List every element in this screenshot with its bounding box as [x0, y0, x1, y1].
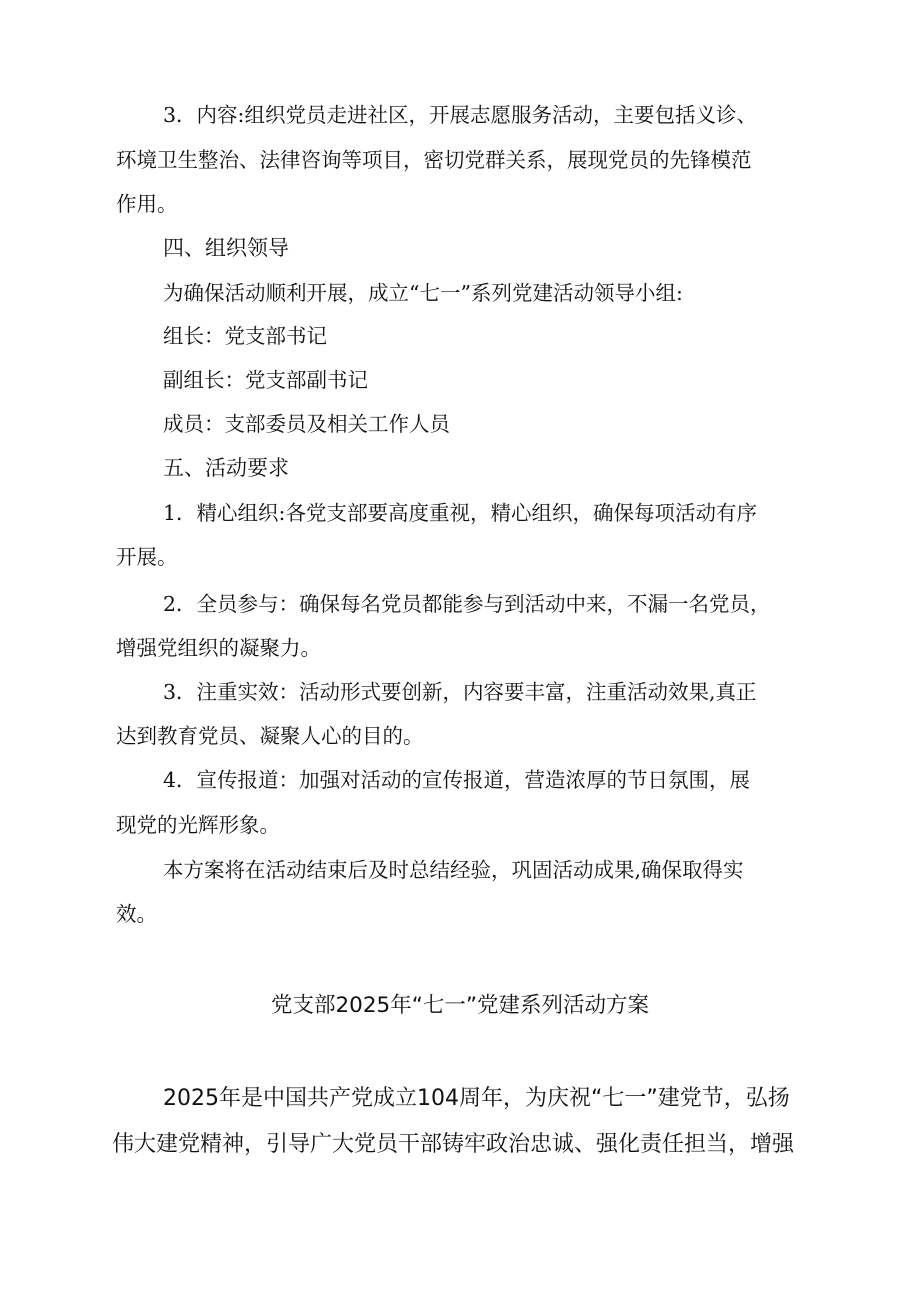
paragraph-line: 副组长：党支部副书记	[163, 368, 368, 392]
section-heading: 五、活动要求	[163, 456, 289, 480]
document-title: 党支部2025年“七一”党建系列活动方案	[271, 993, 649, 1018]
paragraph-line: 本方案将在活动结束后及时总结经验，巩固活动成果,确保取得实	[163, 858, 744, 882]
paragraph-line: 3．内容:组织党员走进社区，开展志愿服务活动，主要包括义诊、	[163, 103, 757, 127]
paragraph-line: 为确保活动顺利开展，成立“七一”系列党建活动领导小组:	[163, 281, 683, 305]
paragraph-line: 效。	[116, 902, 157, 926]
paragraph-line: 增强党组织的凝聚力。	[116, 636, 321, 660]
paragraph-line: 3．注重实效：活动形式要创新，内容要丰富，注重活动效果,真正	[163, 680, 757, 704]
intro-line: 2025年是中国共产党成立104周年，为庆祝“七一”建党节，弘扬	[163, 1086, 790, 1111]
paragraph-line: 1．精心组织:各党支部要高度重视，精心组织，确保每项活动有序	[163, 501, 757, 525]
paragraph-line: 现党的光辉形象。	[116, 813, 280, 837]
paragraph-line: 组长：党支部书记	[163, 324, 327, 348]
paragraph-line: 成员：支部委员及相关工作人员	[163, 412, 450, 436]
paragraph-line: 开展。	[116, 545, 178, 569]
paragraph-line: 2．全员参与：确保每名党员都能参与到活动中来，不漏一名党员，	[163, 592, 771, 616]
paragraph-line: 4．宣传报道：加强对活动的宣传报道，营造浓厚的节日氛围，展	[163, 768, 751, 792]
paragraph-line: 作用。	[116, 192, 178, 216]
paragraph-line: 环境卫生整治、法律咨询等项目，密切党群关系，展现党员的先锋模范	[116, 148, 752, 172]
intro-line: 伟大建党精神，引导广大党员干部铸牢政治忠诚、强化责任担当，增强	[112, 1132, 795, 1157]
section-heading: 四、组织领导	[163, 236, 289, 260]
paragraph-line: 达到教育党员、凝聚人心的目的。	[116, 724, 424, 748]
